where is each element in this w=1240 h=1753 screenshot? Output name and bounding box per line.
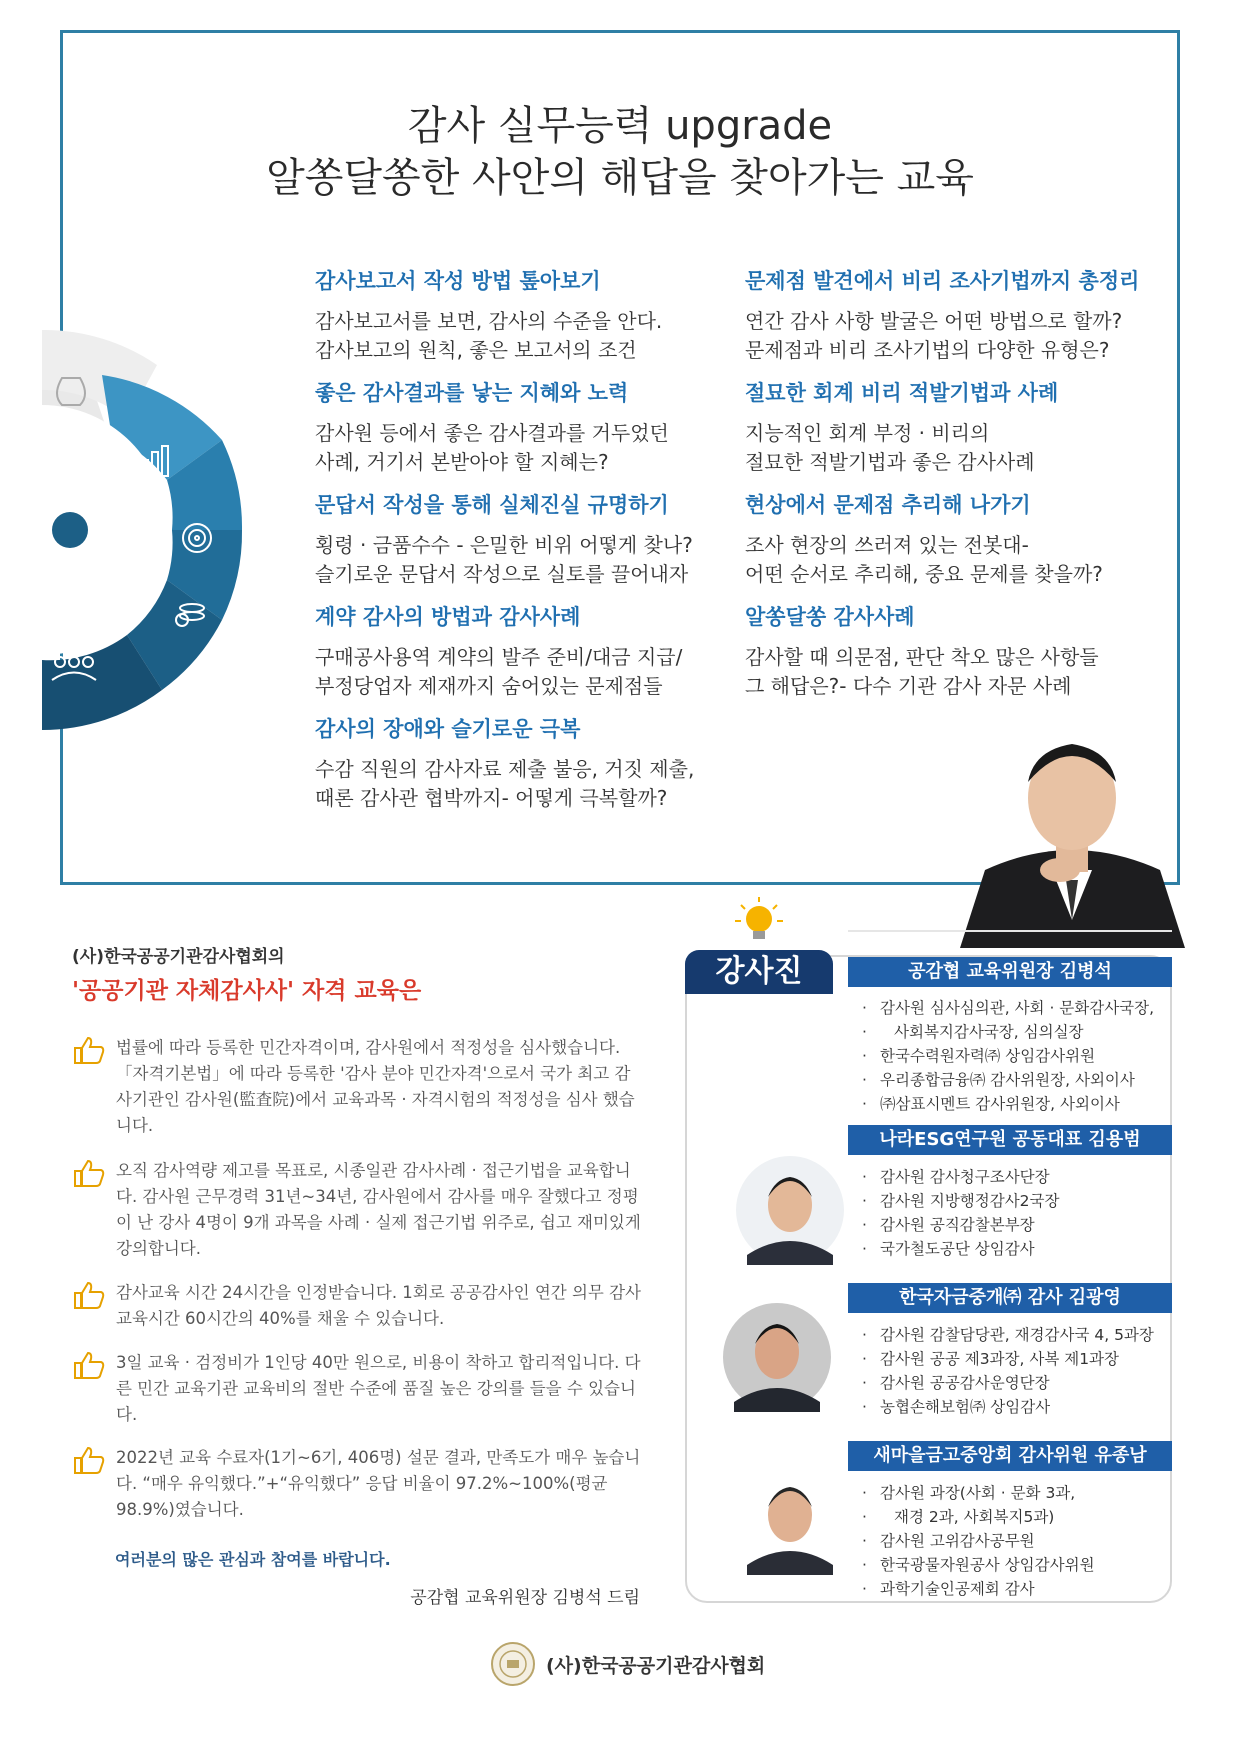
footer [490, 1640, 765, 1688]
speaker-4-photo [735, 1465, 845, 1575]
career-item: · 감사원 공공 제3과장, 사복 제1과장 [862, 1347, 1154, 1371]
association-logo-icon [490, 1641, 536, 1687]
speaker-portrait-main [960, 720, 1185, 948]
feature-2-line-2: 사례, 거기서 본받아야 할 지혜는? [315, 450, 609, 474]
feature-4 [315, 601, 735, 701]
signature: 공감협 교육위원장 김병석 드림 [410, 1588, 640, 1608]
speaker-3-name: 한국자금중개㈜ 감사 김광영 [848, 1283, 1172, 1313]
feature-4-title: 계약 감사의 방법과 감사사례 [315, 605, 581, 629]
intro-bullet-5 [72, 1445, 642, 1523]
career-item: · 사회복지감사국장, 심의실장 [862, 1020, 1154, 1044]
feature-5-line-2: 때론 감사관 협박까지- 어떻게 극복할까? [315, 786, 668, 810]
feature-9-title: 알쏭달쏭 감사사례 [745, 605, 915, 629]
feature-8-title: 현상에서 문제점 추리해 나가기 [745, 493, 1031, 517]
feature-3-line-1: 횡령 · 금품수수 - 은밀한 비위 어떻게 찾나? [315, 533, 693, 557]
speaker-2-photo [735, 1155, 845, 1265]
feature-7-line-2: 절묘한 적발기법과 좋은 감사사례 [745, 450, 1035, 474]
feature-1 [315, 265, 735, 365]
title-line-1: 감사 실무능력 upgrade [407, 103, 833, 149]
thumbs-up-icon [72, 1445, 106, 1475]
intro-bullet-2-text: 오직 감사역량 제고를 목표로, 시종일관 감사사례 · 접근기법을 교육합니다. 감사원 근무경력 31년~34년, 감사원에서 감사를 매우 잘했다고 정평이 난 강사 4명이 9개 과목을 사례 · 실제 접근기법 위주로, 쉽고 재미있게 강의합니다. [116, 1161, 641, 1258]
intro-bullet-4 [72, 1350, 642, 1428]
feature-6-title: 문제점 발견에서 비리 조사기법까지 총정리 [745, 269, 1140, 293]
intro-bullet-3-text: 감사교육 시간 24시간을 인정받습니다. 1회로 공공감사인 연간 의무 감사교육시간 60시간의 40%를 채울 수 있습니다. [116, 1283, 641, 1328]
lightbulb-icon [735, 895, 783, 953]
speaker-3-career [862, 1323, 1154, 1419]
career-item: · 재경 2과, 사회복지5과) [862, 1505, 1095, 1529]
feature-6 [745, 265, 1165, 365]
career-item: · 감사원 과장(사회 · 문화 3과, [862, 1481, 1095, 1505]
feature-1-title: 감사보고서 작성 방법 톺아보기 [315, 269, 601, 293]
career-item: · 한국광물자원공사 상임감사위원 [862, 1553, 1095, 1577]
career-item: · 감사원 감찰담당관, 재경감사국 4, 5과장 [862, 1323, 1154, 1347]
feature-3-title: 문답서 작성을 통해 실체진실 규명하기 [315, 493, 669, 517]
career-item: · 감사원 심사심의관, 사회 · 문화감사국장, [862, 996, 1154, 1020]
feature-6-line-2: 문제점과 비리 조사기법의 다양한 유형은? [745, 338, 1110, 362]
intro-bullet-1 [72, 1035, 642, 1139]
feature-7 [745, 377, 1165, 477]
speaker-2-career [862, 1165, 1060, 1261]
feature-8 [745, 489, 1165, 589]
speaker-1-name: 공감협 교육위원장 김병석 [848, 957, 1172, 987]
feature-5-title: 감사의 장애와 슬기로운 극복 [315, 717, 581, 741]
speaker-4-name: 새마을금고중앙회 감사위원 유종남 [848, 1441, 1172, 1471]
speakers-tab-label: 강사진 [685, 950, 833, 994]
career-item: · 감사원 지방행정감사2국장 [862, 1189, 1060, 1213]
intro-org: (사)한국공공기관감사협회의 [72, 947, 285, 967]
feature-4-line-1: 구매공사용역 계약의 발주 준비/대금 지급/ [315, 645, 683, 669]
intro-bullet-3 [72, 1280, 642, 1332]
thumbs-up-icon [72, 1350, 106, 1380]
intro-heading: '공공기관 자체감사사' 자격 교육은 [72, 978, 422, 1004]
feature-1-line-1: 감사보고서를 보면, 감사의 수준을 안다. [315, 309, 663, 333]
feature-3-line-2: 슬기로운 문답서 작성으로 실토를 끌어내자 [315, 562, 689, 586]
feature-9-line-2: 그 해답은?- 다수 기관 감사 자문 사례 [745, 674, 1072, 698]
feature-1-line-2: 감사보고의 원칙, 좋은 보고서의 조건 [315, 338, 637, 362]
feature-6-line-1: 연간 감사 사항 발굴은 어떤 방법으로 할까? [745, 309, 1123, 333]
feature-8-line-2: 어떤 순서로 추리해, 중요 문제를 찾을까? [745, 562, 1103, 586]
intro-bullet-4-text: 3일 교육 · 검정비가 1인당 40만 원으로, 비용이 착하고 합리적입니다. 다른 민간 교육기관 교육비의 절반 수준에 품질 높은 강의를 들을 수 있습니다. [116, 1353, 641, 1424]
thumbs-up-icon [72, 1280, 106, 1310]
career-item: · 국가철도공단 상임감사 [862, 1237, 1060, 1261]
feature-4-line-2: 부정당업자 제재까지 숨어있는 문제점들 [315, 674, 663, 698]
career-item: · 감사원 공직감찰본부장 [862, 1213, 1060, 1237]
footer-org-name: (사)한국공공기관감사협회 [546, 1654, 766, 1677]
closing-message: 여러분의 많은 관심과 참여를 바랍니다. [115, 1550, 391, 1569]
feature-7-title: 절묘한 회계 비리 적발기법과 사례 [745, 381, 1059, 405]
feature-5-line-1: 수감 직원의 감사자료 제출 불응, 거짓 제출, [315, 757, 695, 781]
intro-bullet-1-text: 법률에 따라 등록한 민간자격이며, 감사원에서 적정성을 심사했습니다. 「자격기본법」에 따라 등록한 '감사 분야 민간자격'으로서 국가 최고 감사기관인 감사원(監査院)에서 교육과목 · 자격시험의 적정성을 심사 했습니다. [116, 1038, 635, 1135]
career-item: · 한국수력원자력㈜ 상임감사위원 [862, 1044, 1154, 1068]
feature-3 [315, 489, 735, 589]
career-item: · ㈜삼표시멘트 감사위원장, 사외이사 [862, 1092, 1154, 1116]
intro-bullet-2 [72, 1158, 642, 1262]
career-item: · 우리종합금융㈜ 감사위원장, 사외이사 [862, 1068, 1154, 1092]
speaker-3-photo [722, 1302, 832, 1412]
thumbs-up-icon [72, 1035, 106, 1065]
intro-bullet-5-text: 2022년 교육 수료자(1기~6기, 406명) 설문 결과, 만족도가 매우 높습니다. “매우 유익했다.”+“유익했다” 응답 비율이 97.2%~100%(평균 98.9%)였습니다. [116, 1448, 641, 1519]
divider [848, 930, 1172, 932]
feature-7-line-1: 지능적인 회계 부정 · 비리의 [745, 421, 990, 445]
career-item: · 감사원 고위감사공무원 [862, 1529, 1095, 1553]
feature-5 [315, 713, 735, 813]
feature-2-line-1: 감사원 등에서 좋은 감사결과를 거두었던 [315, 421, 669, 445]
speaker-2-name: 나라ESG연구원 공동대표 김용범 [848, 1125, 1172, 1155]
page-title [0, 100, 1240, 204]
speaker-1-career [862, 996, 1154, 1116]
speaker-4-career [862, 1481, 1095, 1601]
feature-2-title: 좋은 감사결과를 낳는 지혜와 노력 [315, 381, 629, 405]
career-item: · 과학기술인공제회 감사 [862, 1577, 1095, 1601]
feature-2 [315, 377, 735, 477]
career-item: · 농협손해보험㈜ 상임감사 [862, 1395, 1154, 1419]
feature-8-line-1: 조사 현장의 쓰러져 있는 전봇대- [745, 533, 1029, 557]
feature-9-line-1: 감사할 때 의문점, 판단 착오 많은 사항들 [745, 645, 1099, 669]
feature-9 [745, 601, 1165, 701]
icon-wheel-graphic [42, 320, 272, 740]
career-item: · 감사원 감사청구조사단장 [862, 1165, 1060, 1189]
career-item: · 감사원 공공감사운영단장 [862, 1371, 1154, 1395]
thumbs-up-icon [72, 1158, 106, 1188]
title-line-2: 알쏭달쏭한 사안의 해답을 찾아가는 교육 [266, 155, 974, 201]
